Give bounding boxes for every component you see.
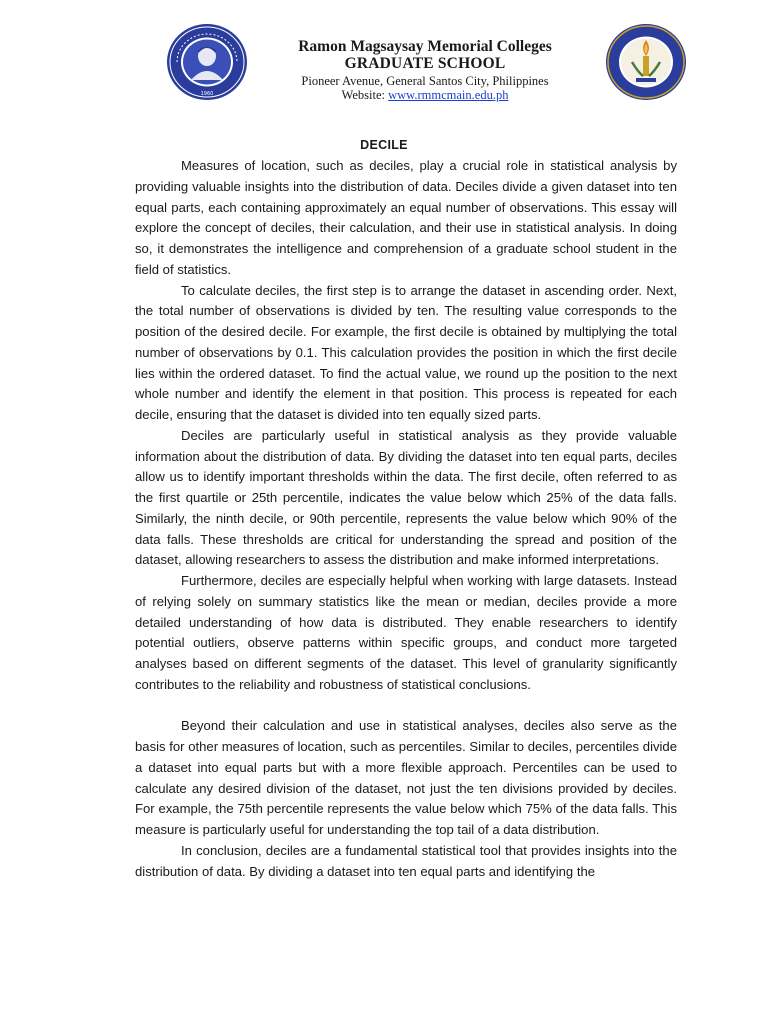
paragraph: Deciles are particularly useful in statistical analysis as they provide valuable information about the distribution of data. By dividing the dataset into ten equal parts, deciles allow us to identify important thresholds within the data. The first decile, often referred to as the first quartile or 25th percentile, indicates the value below which 25% of the data falls. Similarly, the ninth decile, or 90th percentile, represents the value below which 90% of the data falls. These thresholds are critical for understanding the spread and position of the dataset, allowing researchers to assess the distribution and make informed interpretations. xyxy=(135,427,677,568)
paragraph: Measures of location, such as deciles, play a crucial role in statistical analysis by providing valuable insights into the distribution of data. Deciles divide a given dataset into ten equal parts, each containing approximately an equal number of observations. This essay will explore the concept of deciles, their calculation, and their use in statistical analysis. In doing so, it demonstrates the intelligence and comprehension of a graduate school student in the field of statistics. xyxy=(135,158,677,277)
school-name: GRADUATE SCHOOL xyxy=(344,55,506,72)
website-label: Website: xyxy=(341,88,389,102)
address: Pioneer Avenue, General Santos City, Philippines xyxy=(301,74,549,88)
paragraph: Beyond their calculation and use in statistical analyses, deciles also serve as the basis for other measures of location, such as percentiles. Similar to deciles, percentiles divide a dataset into equal parts but with a more flexible approach. Percentiles can be used to calculate any desired division of the dataset, not just the ten divisions provided by deciles. For example, the 75th percentile represents the value below which 75% of the data falls. This measure is particularly useful for understanding the top tail of a data distribution. xyxy=(135,718,677,837)
letterhead xyxy=(160,22,690,102)
svg-text:1960: 1960 xyxy=(200,91,214,97)
college-name: Ramon Magsaysay Memorial Colleges xyxy=(298,38,552,55)
website-line xyxy=(252,88,598,102)
graduate-school-seal-logo xyxy=(604,22,688,102)
website-link[interactable]: www.rmmcmain.edu.ph xyxy=(388,88,509,102)
paragraph: To calculate deciles, the first step is to arrange the dataset in ascending order. Next, the total number of observations is divided by ten. The resulting value corresponds to the position of the desired decile. For example, the first decile is obtained by multiplying the total number of observations by 0.1. This calculation provides the position in which the first decile lies within the ordered dataset. To find the actual value, we round up the position to the next whole number and identify the element in that position. This process is repeated for each decile, ensuring that the dataset is divided into ten equally sized parts. xyxy=(135,282,677,422)
paragraph: Furthermore, deciles are especially helpful when working with large datasets. Instead of relying solely on summary statistics like the mean or median, deciles provide a more detailed understanding of how data is distributed. They enable researchers to identify potential outliers, observe patterns within specific groups, and conduct more targeted analyses based on different segments of the dataset. This level of granularity significantly contributes to the reliability and robustness of statistical conclusions. xyxy=(135,573,677,692)
college-seal-logo xyxy=(165,22,249,102)
paragraph: In conclusion, deciles are a fundamental statistical tool that provides insights into the distribution of data. By dividing a dataset into ten equal parts and identifying the xyxy=(135,842,677,879)
document-body xyxy=(135,156,677,882)
letterhead-text xyxy=(252,38,598,102)
document-title: DECILE xyxy=(360,138,408,152)
